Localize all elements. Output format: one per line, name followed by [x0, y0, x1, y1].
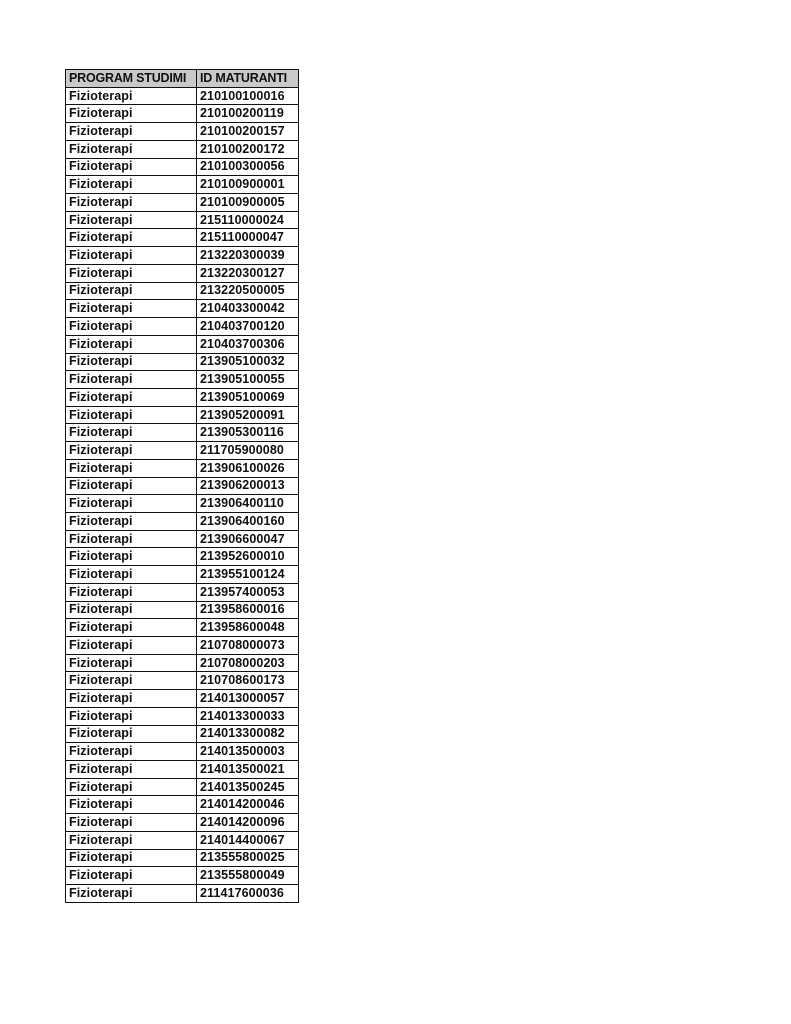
- table-header-row: [66, 70, 299, 88]
- program-cell: Fizioterapi: [66, 637, 197, 655]
- student-id-cell: 213905100055: [197, 371, 299, 389]
- table-row: [66, 318, 299, 336]
- table-row: [66, 761, 299, 779]
- student-id-cell: 213958600048: [197, 619, 299, 637]
- student-id-cell: 213555800025: [197, 849, 299, 867]
- table-row: [66, 176, 299, 194]
- program-cell: Fizioterapi: [66, 371, 197, 389]
- table-row: [66, 619, 299, 637]
- table-row: [66, 388, 299, 406]
- student-id-cell: 210403700306: [197, 335, 299, 353]
- student-id-cell: 213905100032: [197, 353, 299, 371]
- program-cell: Fizioterapi: [66, 707, 197, 725]
- student-id-cell: 213957400053: [197, 583, 299, 601]
- program-cell: Fizioterapi: [66, 388, 197, 406]
- student-id-cell: 210708000073: [197, 637, 299, 655]
- table-row: [66, 371, 299, 389]
- table-row: [66, 637, 299, 655]
- program-cell: Fizioterapi: [66, 796, 197, 814]
- table-row: [66, 229, 299, 247]
- student-id-cell: 213555800049: [197, 867, 299, 885]
- student-id-cell: 213906200013: [197, 477, 299, 495]
- table-row: [66, 566, 299, 584]
- student-id-cell: 210708000203: [197, 654, 299, 672]
- student-id-cell: 213906100026: [197, 459, 299, 477]
- program-cell: Fizioterapi: [66, 140, 197, 158]
- program-cell: Fizioterapi: [66, 158, 197, 176]
- program-cell: Fizioterapi: [66, 424, 197, 442]
- table-row: [66, 477, 299, 495]
- student-id-cell: 214014400067: [197, 831, 299, 849]
- program-cell: Fizioterapi: [66, 849, 197, 867]
- table-row: [66, 885, 299, 903]
- table-row: [66, 353, 299, 371]
- table-row: [66, 123, 299, 141]
- student-id-cell: 214013500003: [197, 743, 299, 761]
- program-cell: Fizioterapi: [66, 247, 197, 265]
- program-cell: Fizioterapi: [66, 831, 197, 849]
- program-cell: Fizioterapi: [66, 512, 197, 530]
- program-cell: Fizioterapi: [66, 229, 197, 247]
- table-row: [66, 87, 299, 105]
- table-row: [66, 690, 299, 708]
- program-cell: Fizioterapi: [66, 194, 197, 212]
- program-cell: Fizioterapi: [66, 743, 197, 761]
- student-id-cell: 214013000057: [197, 690, 299, 708]
- table-row: [66, 424, 299, 442]
- program-cell: Fizioterapi: [66, 530, 197, 548]
- program-cell: Fizioterapi: [66, 264, 197, 282]
- program-cell: Fizioterapi: [66, 583, 197, 601]
- program-cell: Fizioterapi: [66, 335, 197, 353]
- student-id-cell: 213955100124: [197, 566, 299, 584]
- program-cell: Fizioterapi: [66, 566, 197, 584]
- student-id-cell: 214013300033: [197, 707, 299, 725]
- student-id-cell: 214013500021: [197, 761, 299, 779]
- student-id-cell: 210100100016: [197, 87, 299, 105]
- program-cell: Fizioterapi: [66, 814, 197, 832]
- column-header-id: ID MATURANTI: [197, 70, 299, 88]
- table-row: [66, 707, 299, 725]
- program-cell: Fizioterapi: [66, 353, 197, 371]
- program-cell: Fizioterapi: [66, 672, 197, 690]
- program-cell: Fizioterapi: [66, 778, 197, 796]
- table-row: [66, 335, 299, 353]
- program-cell: Fizioterapi: [66, 87, 197, 105]
- table-row: [66, 512, 299, 530]
- student-id-cell: 213906400160: [197, 512, 299, 530]
- column-header-program: PROGRAM STUDIMI: [66, 70, 197, 88]
- program-cell: Fizioterapi: [66, 123, 197, 141]
- table-row: [66, 459, 299, 477]
- student-id-cell: 210100200172: [197, 140, 299, 158]
- program-cell: Fizioterapi: [66, 442, 197, 460]
- student-id-cell: 211417600036: [197, 885, 299, 903]
- student-id-cell: 214014200096: [197, 814, 299, 832]
- table-body: [66, 87, 299, 902]
- student-id-cell: 211705900080: [197, 442, 299, 460]
- table-row: [66, 583, 299, 601]
- table-row: [66, 105, 299, 123]
- student-id-cell: 213906600047: [197, 530, 299, 548]
- program-cell: Fizioterapi: [66, 601, 197, 619]
- student-id-cell: 210403700120: [197, 318, 299, 336]
- program-cell: Fizioterapi: [66, 211, 197, 229]
- program-cell: Fizioterapi: [66, 300, 197, 318]
- table-row: [66, 672, 299, 690]
- table-row: [66, 831, 299, 849]
- table-row: [66, 530, 299, 548]
- program-cell: Fizioterapi: [66, 548, 197, 566]
- program-cell: Fizioterapi: [66, 105, 197, 123]
- table-row: [66, 140, 299, 158]
- student-id-cell: 214014200046: [197, 796, 299, 814]
- program-cell: Fizioterapi: [66, 690, 197, 708]
- student-id-cell: 210100900001: [197, 176, 299, 194]
- student-id-cell: 215110000024: [197, 211, 299, 229]
- program-cell: Fizioterapi: [66, 406, 197, 424]
- program-cell: Fizioterapi: [66, 477, 197, 495]
- table-row: [66, 282, 299, 300]
- student-id-cell: 210100200119: [197, 105, 299, 123]
- table-row: [66, 601, 299, 619]
- table-row: [66, 654, 299, 672]
- student-id-cell: 210708600173: [197, 672, 299, 690]
- program-cell: Fizioterapi: [66, 885, 197, 903]
- program-cell: Fizioterapi: [66, 318, 197, 336]
- program-cell: Fizioterapi: [66, 459, 197, 477]
- table-row: [66, 814, 299, 832]
- table-row: [66, 849, 299, 867]
- student-id-cell: 213952600010: [197, 548, 299, 566]
- program-cell: Fizioterapi: [66, 761, 197, 779]
- program-cell: Fizioterapi: [66, 495, 197, 513]
- table-row: [66, 548, 299, 566]
- program-cell: Fizioterapi: [66, 619, 197, 637]
- student-id-cell: 210100900005: [197, 194, 299, 212]
- student-id-cell: 214013300082: [197, 725, 299, 743]
- table-row: [66, 442, 299, 460]
- student-id-cell: 214013500245: [197, 778, 299, 796]
- student-id-cell: 213905300116: [197, 424, 299, 442]
- table-row: [66, 247, 299, 265]
- table-row: [66, 194, 299, 212]
- table-row: [66, 778, 299, 796]
- student-id-cell: 213220300127: [197, 264, 299, 282]
- table-row: [66, 406, 299, 424]
- student-id-cell: 213958600016: [197, 601, 299, 619]
- program-cell: Fizioterapi: [66, 867, 197, 885]
- students-table: [65, 69, 299, 903]
- student-id-cell: 213220500005: [197, 282, 299, 300]
- student-id-cell: 210403300042: [197, 300, 299, 318]
- table-row: [66, 725, 299, 743]
- table-row: [66, 743, 299, 761]
- program-cell: Fizioterapi: [66, 654, 197, 672]
- document-sheet: [65, 69, 299, 903]
- program-cell: Fizioterapi: [66, 725, 197, 743]
- table-row: [66, 300, 299, 318]
- student-id-cell: 210100200157: [197, 123, 299, 141]
- table-row: [66, 867, 299, 885]
- student-id-cell: 213905200091: [197, 406, 299, 424]
- table-row: [66, 495, 299, 513]
- table-row: [66, 211, 299, 229]
- student-id-cell: 210100300056: [197, 158, 299, 176]
- student-id-cell: 213906400110: [197, 495, 299, 513]
- table-row: [66, 796, 299, 814]
- table-row: [66, 158, 299, 176]
- student-id-cell: 213220300039: [197, 247, 299, 265]
- student-id-cell: 213905100069: [197, 388, 299, 406]
- student-id-cell: 215110000047: [197, 229, 299, 247]
- program-cell: Fizioterapi: [66, 176, 197, 194]
- table-row: [66, 264, 299, 282]
- program-cell: Fizioterapi: [66, 282, 197, 300]
